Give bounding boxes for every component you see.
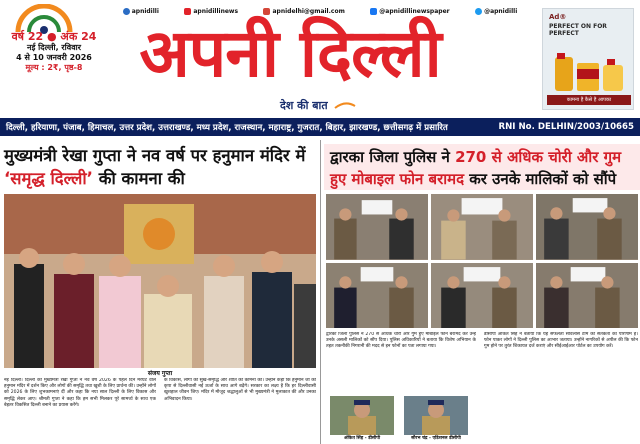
social-twitter[interactable]: @apnidilli [475,8,517,15]
handover-photo [326,263,428,329]
handover-photo [431,263,533,329]
oil-bottles-image [551,51,627,93]
left-body-col1: नई दिल्ली। दिल्ली की मुख्यमंत्री रेखा गुप्ता ने नव वर्ष 2026 के पहले दिन मरघट वाले हनुमान मंदिर में दर्शन किए और लोगों की समृद्धि तथा खुशी के लिए प्रार्थना की। उन्होंने लोगों को 2026 के लिए शुभकामनाएं दीं और कहा कि नया साल दिल्ली के लिए विकास और समृद्धि लेकर आए। श्रीमती गुप्ता ने कहा कि हम सभी मिलकर पूरे सामर्थ्य के साथ एक बेहतर विकसित दिल्ली बनाने का प्रयास करेंगे। [4,378,156,408]
handover-photo [326,194,428,260]
twitter-icon [475,8,482,15]
temple-group-photo [4,194,316,368]
ad-footer: कामना है कैसे है आपका [547,95,631,105]
left-story [0,142,316,444]
circulation-bar [0,118,640,136]
left-headline[interactable]: मुख्यमंत्री रेखा गुप्ता ने नव वर्ष पर हनुमान मंदिर में ‘समृद्ध दिल्ली’ की कामना की [4,146,306,188]
newspaper-title: अपनी दिल्ली [139,15,441,92]
column-divider [320,140,321,444]
right-story [324,142,640,444]
police-photo-grid [326,194,638,328]
cm-temple-photo[interactable] [4,194,316,368]
right-body-col2: डीसीपी अंकित सिंह ने बताया कि यह सफलता सर्विलांस टीम की सतर्कता का परिणाम है। फोन पाकर लोगों ने दिल्ली पुलिस का आभार जताया। उन्होंने नागरिकों से अपील की कि फोन गुम होने पर तुरंत शिकायत दर्ज कराएं और सीईआईआर पोर्टल का उपयोग करें। [484,332,638,350]
rni-number: RNI No. DELHIN/2003/10665 [498,122,634,132]
social-facebook[interactable]: @apnidillinewspaper [370,8,449,15]
issue-dates: 4 से 10 जनवरी 2026 [16,53,92,62]
oil-advertisement[interactable] [542,8,634,110]
issue-price: मूल्य : 2₹, पृष्ठ-8 [25,63,83,72]
left-body [4,378,316,444]
portrait-label: अंकित सिंह - डीसीपी [330,435,394,442]
right-headline[interactable]: द्वारका जिला पुलिस ने 270 से अधिक चोरी और गुम हुए मोबाइल फोन बरामद कर उनके मालिकों को सौंपे [324,144,640,190]
right-body [324,332,640,444]
social-website[interactable]: apnidilli [123,8,159,15]
handover-photo [536,194,638,260]
headline-highlight: 270 से अधिक चोरी और गुम हुए मोबाइल फोन बरामद [330,148,622,188]
portrait-label: सौरभ चंद्र - एडिशनल डीसीपी [404,435,468,442]
masthead [0,0,640,118]
circulation-regions: दिल्ली, हरियाणा, पंजाब, हिमाचल, उत्तर प्रदेश, उत्तराखण्ड, मध्य प्रदेश, राजस्थान, महाराष्ट्र, गुजरात, बिहार, झारखण्ड, छत्तीसगढ़ में प्रसारित [6,123,448,133]
ad-tagline: PERFECT ON FOR PERFECT [549,23,607,37]
issue-info [10,30,98,73]
police-photo[interactable] [536,194,638,260]
dcp-portrait[interactable] [330,396,394,442]
police-photo[interactable] [431,263,533,329]
right-body-col1: द्वारका जिला पुलिस ने 270 से अधिक चोरी और गुम हुए मोबाइल फोन बरामद कर उन्हें उनके असली मालिकों को सौंप दिया। पुलिस अधिकारियों ने बताया कि विशेष अभियान के तहत तकनीकी निगरानी की मदद से इन फोनों का पता लगाया गया। [326,332,476,350]
location-day: नई दिल्ली, रविवार [27,43,81,52]
photo-caption: संजय गुप्ता [147,370,173,377]
police-photo[interactable] [326,194,428,260]
left-body-col2: के विकास, लोगों की सुख-समृद्धि और शांति की कामना की। उन्होंने कहा कि हनुमान जी की कृपा से दिल्लीवासी नई ऊर्जा के साथ आगे बढ़ेंगे। सरकार का लक्ष्य है कि हर दिल्लीवासी खुशहाल जीवन जिए। मंदिर में मौजूद श्रद्धालुओं से भी मुख्यमंत्री ने मुलाकात की और उनका अभिवादन किया। [164,378,316,402]
social-email[interactable]: apnidelhi@gmail.com [263,8,344,15]
handover-photo [431,194,533,260]
social-youtube[interactable]: apnidillinews [184,8,238,15]
police-photo[interactable] [536,263,638,329]
tagline [280,98,356,113]
issue-line: वर्ष 22 ● अंक 24 [11,30,97,43]
tagline-text: देश की बात [280,99,328,112]
police-photo[interactable] [431,194,533,260]
handover-photo [536,263,638,329]
police-photo[interactable] [326,263,428,329]
additional-dcp-portrait[interactable] [404,396,468,442]
headline-highlight: ‘समृद्ध दिल्ली’ [4,169,93,188]
ad-brand: Ad® [549,13,567,21]
swoosh-icon [334,102,356,110]
